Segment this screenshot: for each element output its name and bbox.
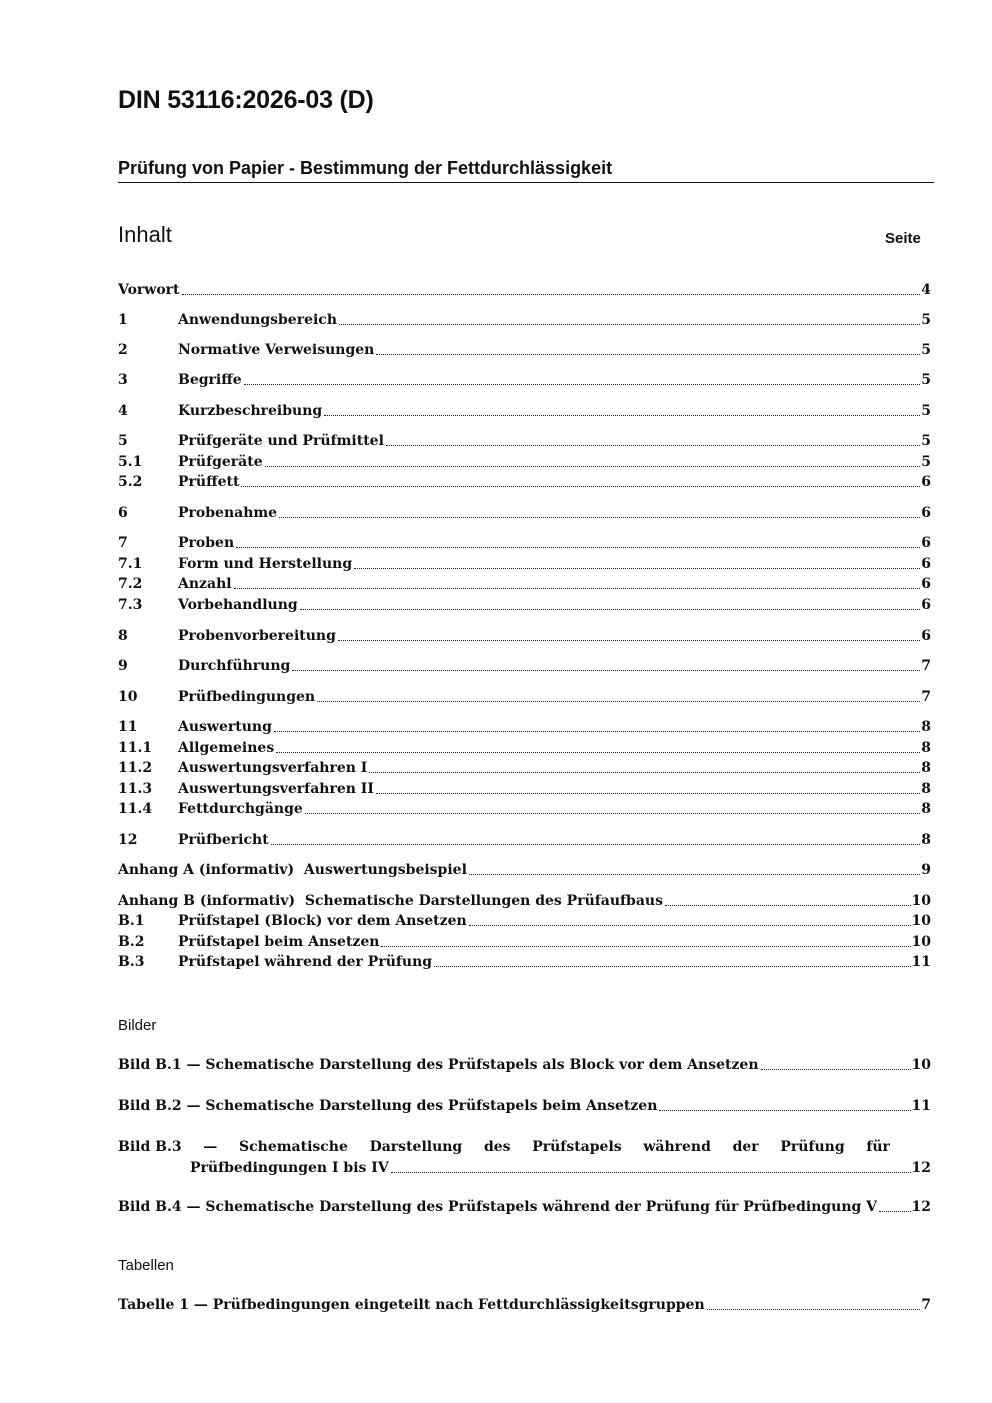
toc-entry[interactable]: [118, 830, 931, 850]
dot-leader: [338, 640, 920, 641]
dot-leader: [244, 384, 921, 385]
toc-entry[interactable]: [118, 574, 931, 594]
toc-entry[interactable]: [118, 595, 931, 615]
toc-entry-number: 5.1: [118, 454, 143, 470]
toc-entry[interactable]: [118, 860, 931, 880]
toc-entry[interactable]: [118, 687, 931, 707]
toc-entry[interactable]: [118, 799, 931, 819]
dot-leader: [369, 772, 920, 773]
toc-entry-page: 6: [921, 597, 931, 613]
toc-entry-label: Durchführung: [178, 658, 291, 674]
figure-entry-word: für: [866, 1139, 890, 1155]
toc-entry-page: 8: [921, 740, 931, 756]
toc-entry[interactable]: [118, 431, 931, 451]
toc-entry-page: 8: [921, 801, 931, 817]
toc-entry-page: 5: [921, 372, 931, 388]
dot-leader: [469, 925, 911, 926]
dot-leader: [376, 793, 920, 794]
toc-entry-label: Probenahme: [178, 505, 278, 521]
dot-leader: [386, 445, 920, 446]
title-divider: [118, 182, 934, 183]
toc-entry-number: 7.2: [118, 576, 143, 592]
dot-leader: [879, 1211, 910, 1212]
toc-entry-page: 8: [921, 719, 931, 735]
toc-entry[interactable]: [118, 472, 931, 492]
dot-leader: [434, 966, 910, 967]
figure-entry[interactable]: [118, 1055, 931, 1075]
toc-entry-page: 5: [921, 433, 931, 449]
table-entry-page: 7: [921, 1297, 931, 1313]
table-entry[interactable]: [118, 1295, 931, 1315]
toc-entry[interactable]: [118, 452, 931, 472]
dot-leader: [339, 324, 920, 325]
toc-entry-number: B.2: [118, 934, 145, 950]
toc-entry[interactable]: [118, 911, 931, 931]
figure-entry-word: —: [203, 1139, 218, 1155]
toc-entry-number: B.1: [118, 913, 145, 929]
toc-entry[interactable]: [118, 717, 931, 737]
dot-leader: [274, 731, 920, 732]
toc-entry[interactable]: [118, 932, 931, 952]
document-title: DIN 53116:2026-03 (D): [118, 86, 374, 114]
toc-entry-number: B.3: [118, 954, 145, 970]
toc-entry-page: 6: [921, 576, 931, 592]
toc-entry[interactable]: [118, 656, 931, 676]
toc-entry-label: Begriffe: [178, 372, 242, 388]
figure-entry[interactable]: [118, 1197, 931, 1217]
dot-leader: [469, 874, 920, 875]
toc-entry-page: 5: [921, 454, 931, 470]
toc-entry-page: 7: [921, 689, 931, 705]
toc-entry-number: 3: [118, 372, 128, 388]
table-entry-label: Tabelle 1 — Prüfbedingungen eingeteilt nach Fettdurchlässigkeitsgruppen: [118, 1297, 705, 1313]
toc-entry-page: 8: [921, 832, 931, 848]
dot-leader: [276, 752, 920, 753]
toc-entry-page: 6: [921, 474, 931, 490]
toc-entry-number: 11.3: [118, 781, 153, 797]
toc-entry[interactable]: [118, 280, 931, 300]
toc-entry-label: Prüfstapel beim Ansetzen: [178, 934, 380, 950]
figure-entry-label: Bild B.4 — Schematische Darstellung des Prüfstapels während der Prüfung für Prüfbedingung V: [118, 1199, 878, 1215]
toc-entry-label: Prüfbericht: [178, 832, 269, 848]
dot-leader: [707, 1309, 921, 1310]
toc-entry[interactable]: [118, 626, 931, 646]
toc-entry-label: Prüfbedingungen: [178, 689, 316, 705]
dot-leader: [300, 609, 921, 610]
toc-entry[interactable]: [118, 310, 931, 330]
toc-entry-page: 11: [911, 954, 931, 970]
dot-leader: [271, 844, 921, 845]
figure-entry-page: 12: [911, 1199, 931, 1215]
toc-entry-number: 11: [118, 719, 138, 735]
toc-entry-number: 11.2: [118, 760, 153, 776]
figure-entry-word: Darstellung: [369, 1139, 463, 1155]
toc-entry-number: 6: [118, 505, 128, 521]
dot-leader: [182, 294, 921, 295]
toc-entry[interactable]: [118, 758, 931, 778]
toc-entry-page: 10: [911, 934, 931, 950]
toc-entry-label: Auswertungsverfahren I: [178, 760, 368, 776]
toc-entry[interactable]: [118, 340, 931, 360]
toc-entry-number: 7.1: [118, 556, 143, 572]
toc-entry[interactable]: [118, 533, 931, 553]
toc-entry-number: 7.3: [118, 597, 143, 613]
toc-entry-number: 7: [118, 535, 128, 551]
dot-leader: [376, 354, 920, 355]
toc-entry[interactable]: [118, 738, 931, 758]
toc-entry-page: 5: [921, 312, 931, 328]
figure-entry-word: Prüfstapels: [532, 1139, 622, 1155]
dot-leader: [236, 547, 920, 548]
figure-entry-word: während: [643, 1139, 711, 1155]
toc-entry-page: 6: [921, 628, 931, 644]
toc-entry-label: Normative Verweisungen: [178, 342, 375, 358]
toc-entry-label: Auswertung: [178, 719, 272, 735]
toc-entry-page: 8: [921, 760, 931, 776]
dot-leader: [292, 670, 920, 671]
dot-leader: [354, 568, 920, 569]
toc-entry-label: Prüffett: [178, 474, 240, 490]
page-column-label: Seite: [885, 230, 921, 247]
toc-entry-number: 11.4: [118, 801, 153, 817]
toc-entry[interactable]: [118, 370, 931, 390]
figure-entry-page: 11: [911, 1098, 931, 1114]
toc-entry-number: 2: [118, 342, 128, 358]
toc-entry-number: 5: [118, 433, 128, 449]
toc-entry-page: 9: [921, 862, 931, 878]
toc-entry-number: 4: [118, 403, 128, 419]
dot-leader: [317, 701, 920, 702]
figure-entry-page: 12: [911, 1160, 931, 1176]
figure-entry-page: 10: [911, 1057, 931, 1073]
toc-entry[interactable]: [118, 554, 931, 574]
figure-entry[interactable]: [190, 1158, 931, 1178]
dot-leader: [391, 1172, 911, 1173]
toc-entry[interactable]: [118, 503, 931, 523]
dot-leader: [659, 1110, 910, 1111]
dot-leader: [381, 946, 910, 947]
toc-entry-label: Anhang A (informativ) Auswertungsbeispiel: [118, 862, 467, 878]
toc-entry-label: Proben: [178, 535, 235, 551]
toc-entry-label: Probenvorbereitung: [178, 628, 336, 644]
dot-leader: [234, 588, 921, 589]
toc-entry[interactable]: [118, 891, 931, 911]
toc-entry-page: 6: [921, 556, 931, 572]
dot-leader: [665, 905, 911, 906]
figure-entry-label: Bild B.1 — Schematische Darstellung des Prüfstapels als Block vor dem Ansetzen: [118, 1057, 759, 1073]
dot-leader: [241, 486, 920, 487]
toc-entry-label: Fettdurchgänge: [178, 801, 303, 817]
figure-entry-word: Schematische: [239, 1139, 348, 1155]
toc-entry-page: 4: [921, 282, 931, 298]
toc-entry-number: 5.2: [118, 474, 143, 490]
figure-entry-label: Prüfbedingungen I bis IV: [190, 1160, 389, 1176]
toc-entry-label: Form und Herstellung: [178, 556, 353, 572]
toc-entry-label: Anhang B (informativ) Schematische Darstellungen des Prüfaufbaus: [118, 893, 663, 909]
toc-entry-label: Vorbehandlung: [178, 597, 298, 613]
toc-entry-number: 1: [118, 312, 128, 328]
toc-entry[interactable]: [118, 952, 931, 972]
toc-entry[interactable]: [118, 401, 931, 421]
toc-entry-label: Prüfstapel (Block) vor dem Ansetzen: [178, 913, 467, 929]
toc-entry-label: Anwendungsbereich: [178, 312, 337, 328]
toc-entry-page: 5: [921, 403, 931, 419]
dot-leader: [279, 517, 920, 518]
figure-entry-word: des: [483, 1139, 511, 1155]
toc-entry-page: 10: [911, 893, 931, 909]
toc-entry-label: Vorwort: [118, 282, 180, 298]
toc-heading: Inhalt: [118, 222, 172, 247]
toc-entry-page: 7: [921, 658, 931, 674]
figure-entry-word: Prüfung: [780, 1139, 845, 1155]
toc-entry-label: Prüfgeräte und Prüfmittel: [178, 433, 384, 449]
dot-leader: [761, 1069, 911, 1070]
figure-entry-word: der: [732, 1139, 759, 1155]
toc-entry-label: Anzahl: [178, 576, 232, 592]
figure-entry[interactable]: [118, 1096, 931, 1116]
dot-leader: [265, 466, 921, 467]
toc-entry-label: Auswertungsverfahren II: [178, 781, 374, 797]
toc-entry-label: Prüfgeräte: [178, 454, 263, 470]
toc-entry-number: 9: [118, 658, 128, 674]
dot-leader: [324, 415, 920, 416]
dot-leader: [305, 813, 920, 814]
toc-entry-label: Allgemeines: [178, 740, 275, 756]
tables-heading: Tabellen: [118, 1257, 174, 1274]
document-subtitle: Prüfung von Papier - Bestimmung der Fettdurchlässigkeit: [118, 158, 613, 178]
toc-entry-page: 6: [921, 505, 931, 521]
toc-entry-number: 10: [118, 689, 138, 705]
figures-heading: Bilder: [118, 1017, 157, 1034]
toc-entry[interactable]: [118, 779, 931, 799]
toc-entry-number: 8: [118, 628, 128, 644]
figure-entry-label: Bild B.2 — Schematische Darstellung des Prüfstapels beim Ansetzen: [118, 1098, 658, 1114]
toc-entry-number: 11.1: [118, 740, 153, 756]
toc-entry-label: Prüfstapel während der Prüfung: [178, 954, 433, 970]
toc-entry-page: 8: [921, 781, 931, 797]
toc-entry-label: Kurzbeschreibung: [178, 403, 323, 419]
toc-entry-page: 10: [911, 913, 931, 929]
figure-entry-word: Bild B.3: [118, 1139, 182, 1155]
toc-entry-number: 12: [118, 832, 138, 848]
toc-entry-page: 5: [921, 342, 931, 358]
toc-entry-page: 6: [921, 535, 931, 551]
figure-entry-justified-line[interactable]: [118, 1137, 890, 1157]
